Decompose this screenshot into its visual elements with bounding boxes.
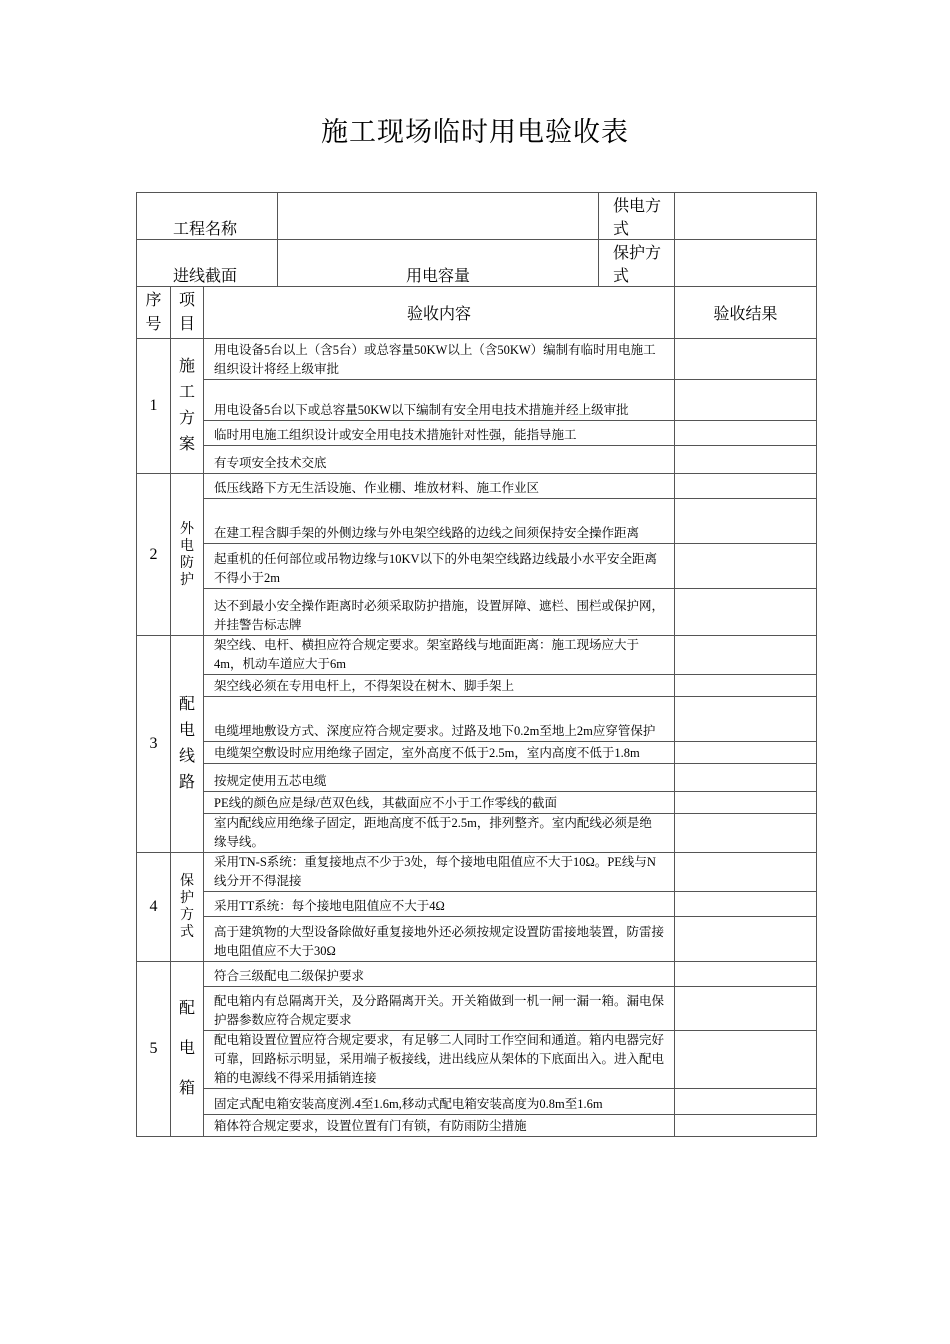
incoming-section-label: 进线截面 xyxy=(137,240,278,287)
inspection-content: 高于建筑物的大型设备除做好重复接地外还必须按规定设置防雷接地装置，防雷接地电阻值应不大于30Ω xyxy=(204,917,675,962)
section-item-char: 外 xyxy=(180,520,194,537)
section-item-char: 护 xyxy=(180,571,194,588)
inspection-content: 临时用电施工组织设计或安全用电技术措施针对性强，能指导施工 xyxy=(204,421,675,446)
result-cell[interactable] xyxy=(675,742,817,764)
table-row xyxy=(137,446,817,474)
section-item-char: 电 xyxy=(180,537,194,554)
protection-label: 保护方式 xyxy=(599,240,675,287)
section-item-char: 方 xyxy=(178,410,195,427)
result-cell[interactable] xyxy=(675,339,817,380)
result-cell[interactable] xyxy=(675,853,817,892)
result-cell[interactable] xyxy=(675,636,817,675)
table-row xyxy=(137,421,817,446)
result-cell[interactable] xyxy=(675,814,817,853)
table-row xyxy=(137,589,817,636)
power-supply-label: 供电方式 xyxy=(599,193,675,240)
inspection-content: 配电箱内有总隔离开关，及分路隔离开关。开关箱做到一机一闸一漏一箱。漏电保护器参数应符合规定要求 xyxy=(204,987,675,1031)
inspection-content: 有专项安全技术交底 xyxy=(204,446,675,474)
content-header: 验收内容 xyxy=(204,287,675,339)
section-seq: 5 xyxy=(137,962,171,1137)
table-row xyxy=(137,764,817,792)
inspection-content: 采用TN-S系统：重复接地点不少于3处，每个接地电阻值应不大于10Ω。PE线与N线分开不得混接 xyxy=(204,853,675,892)
section-seq: 1 xyxy=(137,339,171,474)
result-cell[interactable] xyxy=(675,697,817,742)
inspection-content: 采用TT系统：每个接地电阻值应不大于4Ω xyxy=(204,892,675,917)
inspection-content: 用电设备5台以下或总容量50KW以下编制有安全用电技术措施并经上级审批 xyxy=(204,380,675,421)
inspection-content: 在建工程含脚手架的外侧边缘与外电架空线路的边线之间须保持安全操作距离 xyxy=(204,499,675,544)
seq-header-line1: 序 xyxy=(145,291,162,309)
table-row xyxy=(137,499,817,544)
section-seq: 4 xyxy=(137,853,171,962)
table-row xyxy=(137,792,817,814)
section-item-char: 箱 xyxy=(178,1080,195,1097)
result-cell[interactable] xyxy=(675,675,817,697)
inspection-content: 符合三级配电二级保护要求 xyxy=(204,962,675,987)
section-item xyxy=(171,853,204,962)
inspection-content: 用电设备5台以上（含5台）或总容量50KW以上（含50KW）编制有临时用电施工组织设计将经上级审批 xyxy=(204,339,675,380)
project-name-label: 工程名称 xyxy=(137,193,278,240)
capacity-label: 用电容量 xyxy=(278,240,599,287)
section-item-char: 工 xyxy=(178,384,195,401)
header-row-2 xyxy=(137,240,817,287)
section-item xyxy=(171,636,204,853)
item-header xyxy=(171,287,204,339)
section-item-char: 案 xyxy=(178,436,195,453)
project-name-value[interactable] xyxy=(278,193,599,240)
result-cell[interactable] xyxy=(675,917,817,962)
result-cell[interactable] xyxy=(675,792,817,814)
section-item-char: 保 xyxy=(180,873,194,889)
table-row xyxy=(137,742,817,764)
item-header-line2: 目 xyxy=(178,315,195,333)
inspection-content: 按规定使用五芯电缆 xyxy=(204,764,675,792)
section-item-char: 配 xyxy=(178,696,195,713)
protection-value[interactable] xyxy=(675,240,817,287)
table-row xyxy=(137,962,817,987)
inspection-content: 固定式配电箱安装高度洌.4至1.6m,移动式配电箱安装高度为0.8m至1.6m xyxy=(204,1089,675,1115)
inspection-content: 箱体符合规定要求，设置位置有门有锁，有防雨防尘措施 xyxy=(204,1115,675,1137)
table-row xyxy=(137,636,817,675)
header-row-1 xyxy=(137,193,817,240)
result-cell[interactable] xyxy=(675,421,817,446)
result-header: 验收结果 xyxy=(675,287,817,339)
table-row xyxy=(137,814,817,853)
result-cell[interactable] xyxy=(675,544,817,589)
section-seq: 3 xyxy=(137,636,171,853)
section-item xyxy=(171,962,204,1137)
inspection-content: 电缆架空敷设时应用绝缘子固定，室外高度不低于2.5m，室内高度不低于1.8m xyxy=(204,742,675,764)
item-header-line1: 项 xyxy=(178,291,195,309)
section-item-char: 线 xyxy=(178,748,195,765)
section-item xyxy=(171,474,204,636)
result-cell[interactable] xyxy=(675,1089,817,1115)
section-item xyxy=(171,339,204,474)
section-item-char: 配 xyxy=(178,1000,195,1017)
power-supply-value[interactable] xyxy=(675,193,817,240)
section-item-char: 施 xyxy=(178,358,195,375)
table-row xyxy=(137,917,817,962)
table-row xyxy=(137,380,817,421)
result-cell[interactable] xyxy=(675,892,817,917)
table-row xyxy=(137,1031,817,1089)
seq-header xyxy=(137,287,171,339)
result-cell[interactable] xyxy=(675,589,817,636)
inspection-content: 低压线路下方无生活设施、作业棚、堆放材料、施工作业区 xyxy=(204,474,675,499)
result-cell[interactable] xyxy=(675,380,817,421)
seq-header-line2: 号 xyxy=(145,315,162,333)
inspection-content: 室内配线应用绝缘子固定，距地高度不低于2.5m，排列整齐。室内配线必须是绝缘导线。 xyxy=(204,814,675,853)
inspection-content: 起重机的任何部位或吊物边缘与10KV以下的外电架空线路边线最小水平安全距离不得小于2m xyxy=(204,544,675,589)
result-cell[interactable] xyxy=(675,446,817,474)
table-row xyxy=(137,892,817,917)
acceptance-table xyxy=(136,192,817,1137)
table-row xyxy=(137,853,817,892)
table-row xyxy=(137,544,817,589)
inspection-content: 架空线必须在专用电杆上，不得架设在树木、脚手架上 xyxy=(204,675,675,697)
section-item-char: 路 xyxy=(178,774,195,791)
table-row xyxy=(137,1089,817,1115)
section-item-char: 护 xyxy=(180,890,194,906)
table-row xyxy=(137,987,817,1031)
result-cell[interactable] xyxy=(675,987,817,1031)
sections-body xyxy=(137,339,817,1137)
inspection-content: 架空线、电杆、横担应符合规定要求。架室路线与地面距离：施工现场应大于4m，机动车道应大于6m xyxy=(204,636,675,675)
section-item-char: 电 xyxy=(178,722,195,739)
inspection-content: 达不到最小安全操作距离时必须采取防护措施，设置屏障、遮栏、围栏或保护网，并挂警告标志牌 xyxy=(204,589,675,636)
result-cell[interactable] xyxy=(675,1115,817,1137)
section-item-char: 防 xyxy=(180,554,194,571)
section-seq: 2 xyxy=(137,474,171,636)
section-item-char: 方 xyxy=(180,907,194,923)
result-cell[interactable] xyxy=(675,1031,817,1089)
table-row xyxy=(137,1115,817,1137)
column-header-row xyxy=(137,287,817,339)
result-cell[interactable] xyxy=(675,499,817,544)
table-row xyxy=(137,339,817,380)
section-item-char: 式 xyxy=(180,924,194,940)
table-row xyxy=(137,474,817,499)
inspection-content: 电缆埋地敷设方式、深度应符合规定要求。过路及地下0.2m至地上2m应穿管保护 xyxy=(204,697,675,742)
inspection-content: PE线的颜色应是绿/芭双色线，其截面应不小于工作零线的截面 xyxy=(204,792,675,814)
result-cell[interactable] xyxy=(675,962,817,987)
section-item-char: 电 xyxy=(178,1040,195,1057)
table-row xyxy=(137,675,817,697)
page-title: 施工现场临时用电验收表 xyxy=(321,117,629,148)
table-row xyxy=(137,697,817,742)
result-cell[interactable] xyxy=(675,764,817,792)
result-cell[interactable] xyxy=(675,474,817,499)
inspection-content: 配电箱设置位置应符合规定要求，有足够二人同时工作空间和通道。箱内电器完好可靠，回路标示明显，采用端子板接线，进出线应从架体的下底面出入。进入配电箱的电源线不得采用插销连接 xyxy=(204,1031,675,1089)
